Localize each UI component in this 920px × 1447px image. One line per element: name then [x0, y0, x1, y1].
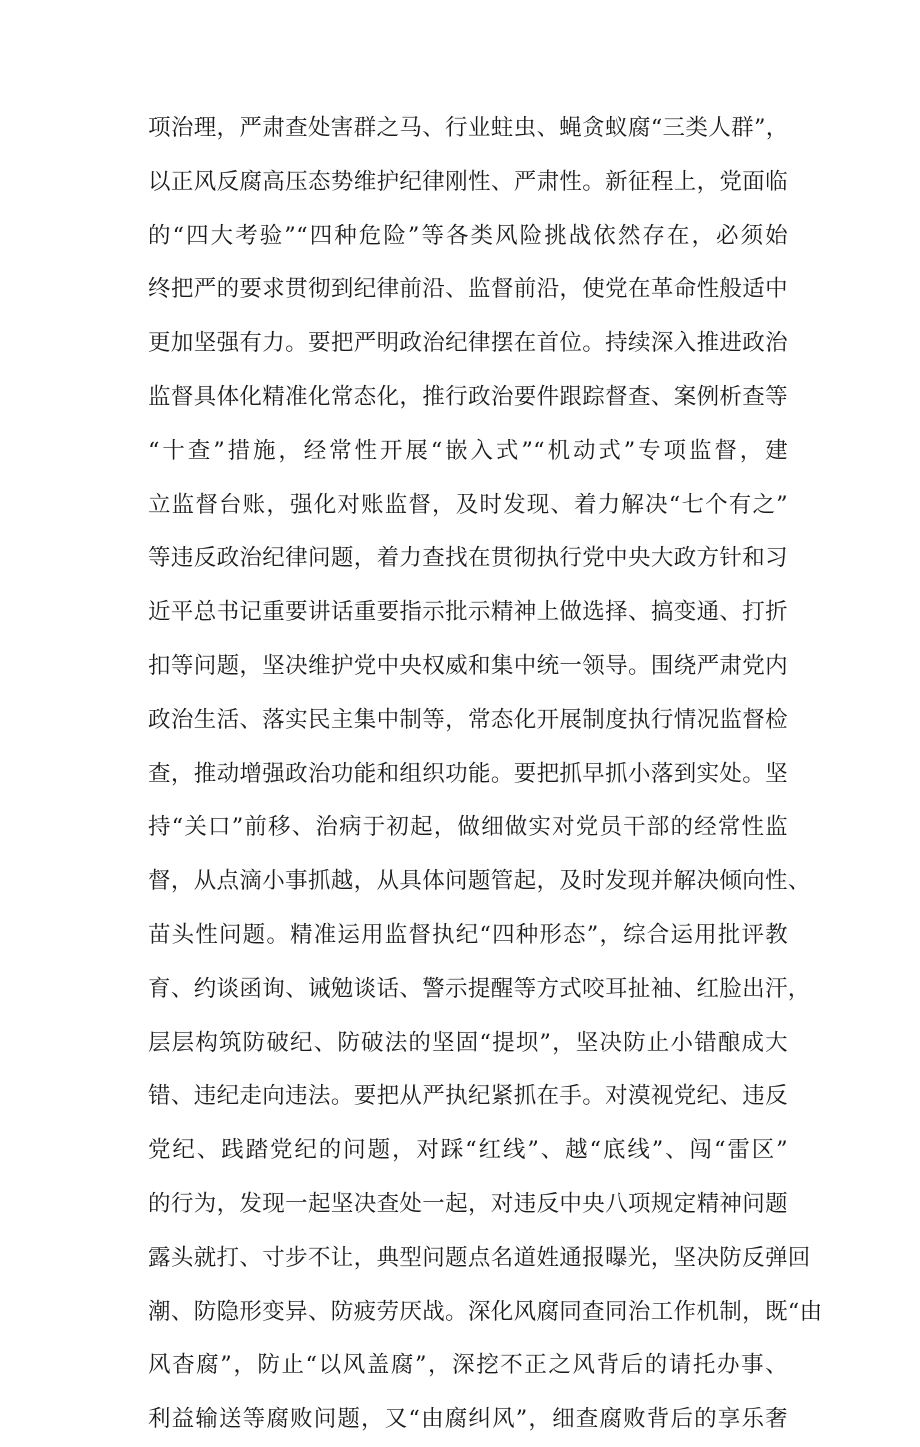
text-line: 的“四大考验”“四种危险”等各类风险挑战依然存在，必须始 [148, 222, 788, 249]
text-line: 错、违纪走向违法。要把从严执纪紧抓在手。对漠视党纪、违反 [148, 1083, 788, 1110]
text-line: 育、约谈函询、诫勉谈话、警示提醒等方式咬耳扯袖、红脸出汗， [148, 975, 811, 1002]
text-line: 持“关口”前移、治病于初起，做细做实对党员干部的经常性监 [148, 814, 788, 841]
text-line: 近平总书记重要讲话重要指示批示精神上做选择、搞变通、打折 [148, 599, 788, 626]
text-line: 露头就打、寸步不让，典型问题点名道姓通报曝光，坚决防反弹回 [148, 1244, 811, 1271]
text-line: 以正风反腐高压态势维护纪律刚性、严肃性。新征程上，党面临 [148, 168, 788, 195]
text-line: 更加坚强有力。要把严明政治纪律摆在首位。持续深入推进政治 [148, 330, 788, 357]
text-line: 政治生活、落实民主集中制等，常态化开展制度执行情况监督检 [148, 706, 788, 733]
text-line: 的行为，发现一起坚决查处一起，对违反中央八项规定精神问题 [148, 1190, 788, 1217]
body-text [148, 102, 823, 1447]
text-line: “十查”措施，经常性开展“嵌入式”“机动式”专项监督，建 [148, 437, 788, 464]
text-line: 风杳腐”，防止“以风盖腐”，深挖不正之风背后的请托办事、 [148, 1352, 788, 1379]
text-line: 监督具体化精准化常态化，推行政治要件跟踪督查、案例析查等 [148, 383, 788, 410]
text-line: 督，从点滴小事抓越，从具体问题管起，及时发现并解决倾向性、 [148, 868, 811, 895]
text-line: 利益输送等腐败问题，又“由腐纠风”，细查腐败背后的享乐奢 [148, 1406, 788, 1433]
text-line: 等违反政治纪律问题，着力查找在贯彻执行党中央大政方针和习 [148, 545, 788, 572]
text-line: 苗头性问题。精准运用监督执纪“四种形态”，综合运用批评教 [148, 921, 788, 948]
text-line: 党纪、践踏党纪的问题，对踩“红线”、越“底线”、闯“雷区” [148, 1137, 788, 1164]
text-line: 立监督台账，强化对账监督，及时发现、着力解决“七个有之” [148, 491, 788, 518]
text-line: 扣等问题，坚决维护党中央权威和集中统一领导。围绕严肃党内 [148, 652, 788, 679]
text-line: 层层构筑防破纪、防破法的坚固“提坝”，坚决防止小错酿成大 [148, 1029, 788, 1056]
text-line: 查，推动增强政治功能和组织功能。要把抓早抓小落到实处。坚 [148, 760, 788, 787]
text-line: 项治理，严肃查处害群之马、行业蛀虫、蝇贪蚁腐“三类人群”， [148, 115, 789, 141]
text-line: 终把严的要求贯彻到纪律前沿、监督前沿，使党在革命性般适中 [148, 276, 788, 303]
text-line: 潮、防隐形变异、防疲劳厌战。深化风腐同查同治工作机制，既“由 [148, 1298, 823, 1325]
